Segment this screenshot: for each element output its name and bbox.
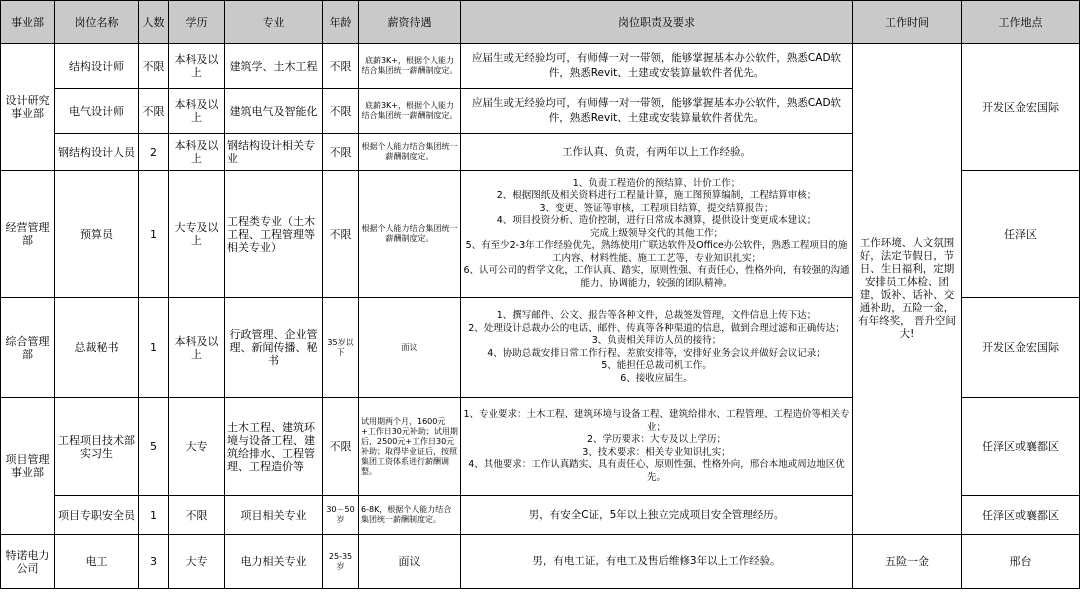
age-cell: 不限 [323,89,359,134]
salary-cell: 根据个人能力结合集团统一薪酬制度定。 [359,171,461,298]
duty-line: 4、项目投资分析、造价控制，进行日常成本测算，提供设计变更成本建议； [496,215,817,227]
position-cell: 预算员 [55,171,139,298]
salary-cell: 底薪3K+，根据个人能力结合集团统一薪酬制度定。 [359,89,461,134]
age-cell: 不限 [323,134,359,171]
duties-cell: 工作认真、负责，有两年以上工作经验。 [461,134,853,171]
duty-line: 1、负责工程造价的预结算、计价工作； [572,177,741,189]
count-cell: 2 [139,134,169,171]
count-cell: 1 [139,171,169,298]
duties-cell: 应届生或无经验均可，有师傅一对一带领，能够掌握基本办公软件，熟悉CAD软件，熟悉Revit、土建或安装算量软件者优先。 [461,89,853,134]
division-cell: 特诺电力公司 [1,535,55,589]
salary-cell: 根据个人能力结合集团统一薪酬制度定。 [359,134,461,171]
location-cell: 邢台 [962,535,1080,589]
duty-line: 3、技术要求：相关专业知识扎实； [582,446,731,458]
age-cell: 不限 [323,398,359,496]
count-cell: 不限 [139,89,169,134]
salary-cell: 面议 [359,535,461,589]
education-cell: 本科及以上 [169,44,225,89]
table-row [1,535,1080,589]
duties-cell [461,171,853,298]
education-cell: 大专及以上 [169,171,225,298]
duty-line: 6、接收应届生。 [620,372,693,384]
table-row [1,44,1080,89]
duties-cell: 应届生或无经验均可，有师傅一对一带领，能够掌握基本办公软件，熟悉CAD软件，熟悉Revit、土建或安装算量软件者优先。 [461,44,853,89]
division-cell: 项目管理事业部 [1,398,55,535]
age-cell: 不限 [323,171,359,298]
division-cell: 经营管理部 [1,171,55,298]
education-cell: 本科及以上 [169,298,225,398]
salary-cell: 面议 [359,298,461,398]
duty-line: 1、撰写邮件、公文、报告等各种文件，总裁签发管理，文件信息上传下达； [496,310,817,321]
duty-line: 2、学历要求：大专及以上学历； [586,434,727,445]
header-duties: 岗位职责及要求 [461,1,853,44]
location-cell: 任泽区 [962,171,1080,298]
education-cell: 大专 [169,398,225,496]
duty-line: 5、有至少2-3年工作经验优先，熟练使用广联达软件及Office办公软件，熟悉工程项目的施工内容、材料性能、施工工艺等，专业知识扎实； [465,240,848,264]
header-work-time: 工作时间 [853,1,962,44]
position-cell: 钢结构设计人员 [55,134,139,171]
count-cell: 1 [139,298,169,398]
header-row [1,1,1080,44]
major-cell: 钢结构设计相关专业 [225,134,323,171]
count-cell: 不限 [139,44,169,89]
education-cell: 本科及以上 [169,134,225,171]
education-cell: 本科及以上 [169,89,225,134]
position-cell: 电工 [55,535,139,589]
header-division: 事业部 [1,1,55,44]
duty-line: 5、能担任总裁司机工作。 [601,360,712,371]
position-cell: 电气设计师 [55,89,139,134]
salary-cell: 试用期两个月，1600元+工作日30元补助；试用期后，2500元+工作日30元补助；取得毕业证后，按照集团工资体系进行薪酬调整。 [359,398,461,496]
duty-line: 完成上级领导交代的其他工作； [589,227,723,239]
duties-cell [461,298,853,398]
header-count: 人数 [139,1,169,44]
major-cell: 工程类专业（土木工程、工程管理等相关专业） [225,171,323,298]
work-time-cell: 五险一金 [853,535,962,589]
education-cell: 不限 [169,496,225,535]
duties-cell: 男，有安全C证，5年以上独立完成项目安全管理经历。 [461,496,853,535]
duty-line: 2、根据图纸及相关资料进行工程量计算，施工图预算编制，工程结算审核； [496,190,817,202]
duty-line: 1、专业要求：土木工程、建筑环境与设备工程、建筑给排水、工程管理、工程造价等相关专业； [463,409,850,433]
major-cell: 行政管理、企业管理、新闻传播、秘书 [225,298,323,398]
major-cell: 土木工程、建筑环境与设备工程、建筑给排水、工程管理、工程造价等 [225,398,323,496]
count-cell: 5 [139,398,169,496]
work-time-cell: 工作环境、人文氛围好，法定节假日，节日、生日福利，定期安排员工体检、团建，饭补、话补、交通补助，五险一金，有年终奖， 晋升空间大! [853,44,962,535]
age-cell: 25-35岁 [323,535,359,589]
count-cell: 3 [139,535,169,589]
location-cell: 开发区金宏国际 [962,298,1080,398]
major-cell: 建筑电气及智能化 [225,89,323,134]
header-salary: 薪资待遇 [359,1,461,44]
duties-cell: 男，有电工证，有电工及售后维修3年以上工作经验。 [461,535,853,589]
salary-cell: 底薪3K+，根据个人能力结合集团统一薪酬制度定。 [359,44,461,89]
location-cell: 任泽区或襄都区 [962,496,1080,535]
position-cell: 工程项目技术部实习生 [55,398,139,496]
location-cell: 任泽区或襄都区 [962,398,1080,496]
header-age: 年龄 [323,1,359,44]
division-cell: 设计研究事业部 [1,44,55,171]
division-cell: 综合管理部 [1,298,55,398]
duties-cell [461,398,853,496]
major-cell: 项目相关专业 [225,496,323,535]
duty-line: 6、认可公司的哲学文化，工作认真、踏实，原则性强、有责任心，性格外向，有较强的沟通能力、协调能力，较强的团队精神。 [463,265,850,289]
duty-line: 2、处理设计总裁办公的电话、邮件、传真等各种渠道的信息，做到合理过滤和正确传达； [468,322,845,334]
education-cell: 大专 [169,535,225,589]
position-cell: 结构设计师 [55,44,139,89]
duty-line: 3、变更、签证等审核，工程项目结算，提交结算报告； [539,202,774,214]
count-cell: 1 [139,496,169,535]
major-cell: 电力相关专业 [225,535,323,589]
position-cell: 总裁秘书 [55,298,139,398]
major-cell: 建筑学、土木工程 [225,44,323,89]
duty-line: 3、负责相关拜访人员的接待； [591,335,722,346]
age-cell: 不限 [323,44,359,89]
salary-cell: 6-8K，根据个人能力结合集团统一薪酬制度定。 [359,496,461,535]
age-cell: 35岁以下 [323,298,359,398]
header-education: 学历 [169,1,225,44]
age-cell: 30－50岁 [323,496,359,535]
position-cell: 项目专职安全员 [55,496,139,535]
header-position: 岗位名称 [55,1,139,44]
duty-line: 4、其他要求：工作认真踏实、具有责任心、原则性强、性格外向，邢台本地或周边地区优先。 [468,459,845,483]
header-major: 专业 [225,1,323,44]
header-location: 工作地点 [962,1,1080,44]
location-cell: 开发区金宏国际 [962,44,1080,171]
duty-line: 4、协助总裁安排日常工作行程、差旅安排等，安排好业务会议并做好会议记录； [487,347,826,359]
